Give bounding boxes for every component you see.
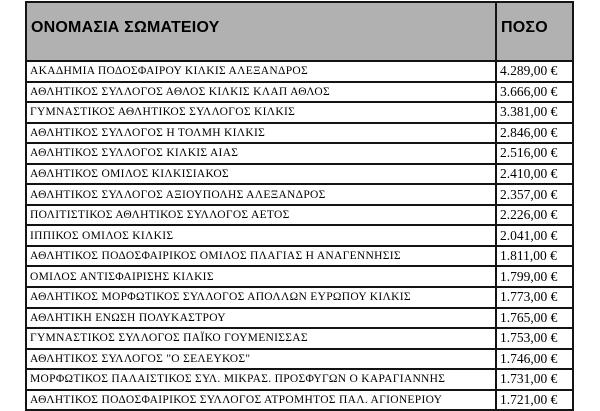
table-row <box>27 288 572 309</box>
table-header-row <box>27 3 572 62</box>
column-header-amount: ΠΟΣΟ <box>501 18 548 36</box>
amount-cell: 2.410,00 € <box>500 166 558 181</box>
table-row <box>27 309 572 330</box>
association-name-cell: ΓΥΜΝΑΣΤΙΚΟΣ ΑΘΛΗΤΙΚΟΣ ΣΥΛΛΟΓΟΣ ΚΙΛΚΙΣ <box>27 103 497 122</box>
amount-cell: 1.753,00 € <box>500 330 558 346</box>
table-row <box>27 350 572 371</box>
amount-cell: 4.289,00 € <box>500 63 558 79</box>
table-body <box>27 62 572 411</box>
amount-cell: 1.746,00 € <box>500 350 558 366</box>
association-name-cell: ΠΟΛΙΤΙΣΤΙΚΟΣ ΑΘΛΗΤΙΚΟΣ ΣΥΛΛΟΓΟΣ ΑΕΤΟΣ <box>27 206 497 225</box>
table-row <box>27 144 572 165</box>
amount-cell: 2.041,00 € <box>500 227 558 243</box>
association-name-cell: ΓΥΜΝΑΣΤΙΚΟΣ ΣΥΛΛΟΓΟΣ ΠΑΪΚΟ ΓΟΥΜΕΝΙΣΣΑΣ <box>27 329 497 348</box>
association-name-cell: ΑΘΛΗΤΙΚΗ ΕΝΩΣΗ ΠΟΛΥΚΑΣΤΡΟΥ <box>27 309 497 328</box>
amount-cell: 2.846,00 € <box>500 124 558 140</box>
association-name-cell: ΑΘΛΗΤΙΚΟΣ ΣΥΛΛΟΓΟΣ ΚΙΛΚΙΣ ΑΙΑΣ <box>27 144 497 163</box>
table-row <box>27 185 572 206</box>
associations-amounts-table <box>25 1 574 411</box>
amount-cell: 1.731,00 € <box>500 371 558 387</box>
amount-cell: 1.765,00 € <box>500 309 558 325</box>
association-name-cell: ΑΘΛΗΤΙΚΟΣ ΣΥΛΛΟΓΟΣ ΑΞΙΟΥΠΟΛΗΣ ΑΛΕΞΑΝΔΡΟΣ <box>27 185 497 204</box>
association-name-cell: ΟΜΙΛΟΣ ΑΝΤΙΣΦΑΙΡΙΣΗΣ ΚΙΛΚΙΣ <box>27 267 497 286</box>
amount-cell: 1.811,00 € <box>500 248 557 264</box>
association-name-cell: ΑΘΛΗΤΙΚΟΣ ΜΟΡΦΩΤΙΚΟΣ ΣΥΛΛΟΓΟΣ ΑΠΟΛΛΩΝ ΕΥΡΩΠΟΥ ΚΙΛΚΙΣ <box>27 288 497 307</box>
amount-cell: 2.226,00 € <box>500 207 558 223</box>
table-row <box>27 165 572 186</box>
amount-cell: 1.799,00 € <box>500 268 558 284</box>
table-row <box>27 391 572 411</box>
table-row <box>27 62 572 83</box>
table-row <box>27 329 572 350</box>
amount-cell: 3.381,00 € <box>500 104 558 120</box>
amount-cell: 3.666,00 € <box>500 83 558 99</box>
association-name-cell: ΜΟΡΦΩΤΙΚΟΣ ΠΑΛΑΙΣΤΙΚΟΣ ΣΥΛ. ΜΙΚΡΑΣ. ΠΡΟΣΦΥΓΩΝ Ο ΚΑΡΑΓΙΑΝΝΗΣ <box>27 370 497 389</box>
association-name-cell: ΙΠΠΙΚΟΣ ΟΜΙΛΟΣ ΚΙΛΚΙΣ <box>27 226 497 245</box>
table-row <box>27 370 572 391</box>
table-row <box>27 103 572 124</box>
table-row <box>27 83 572 104</box>
column-header-association-name: ΟΝΟΜΑΣΙΑ ΣΩΜΑΤΕΙΟΥ <box>27 3 497 60</box>
amount-cell: 1.773,00 € <box>500 289 558 305</box>
table-row <box>27 124 572 145</box>
association-name-cell: ΑΘΛΗΤΙΚΟΣ ΟΜΙΛΟΣ ΚΙΛΚΙΣΙΑΚΟΣ <box>27 165 497 184</box>
association-name-cell: ΑΘΛΗΤΙΚΟΣ ΠΟΔΟΣΦΑΙΡΙΚΟΣ ΣΥΛΛΟΓΟΣ ΑΤΡΟΜΗΤΟΣ ΠΑΛ. ΑΓΙΟΝΕΡΙΟΥ <box>27 391 497 410</box>
association-name-cell: ΑΘΛΗΤΙΚΟΣ ΣΥΛΛΟΓΟΣ ΑΘΛΟΣ ΚΙΛΚΙΣ ΚΛΑΠ ΑΘΛΟΣ <box>27 83 497 102</box>
association-name-cell: ΑΘΛΗΤΙΚΟΣ ΣΥΛΛΟΓΟΣ Η ΤΟΛΜΗ ΚΙΛΚΙΣ <box>27 124 497 143</box>
amount-cell: 2.516,00 € <box>500 145 558 161</box>
amount-cell: 2.357,00 € <box>500 186 558 202</box>
table-row <box>27 206 572 227</box>
table-row <box>27 226 572 247</box>
association-name-cell: ΑΘΛΗΤΙΚΟΣ ΠΟΔΟΣΦΑΙΡΙΚΟΣ ΟΜΙΛΟΣ ΠΛΑΓΙΑΣ Η ΑΝΑΓΕΝΝΗΣΙΣ <box>27 247 497 266</box>
amount-cell: 1.721,00 € <box>500 392 558 408</box>
association-name-cell: ΑΚΑΔΗΜΙΑ ΠΟΔΟΣΦΑΙΡΟΥ ΚΙΛΚΙΣ ΑΛΕΞΑΝΔΡΟΣ <box>27 62 497 81</box>
association-name-cell: ΑΘΛΗΤΙΚΟΣ ΣΥΛΛΟΓΟΣ "Ο ΣΕΛΕΥΚΟΣ" <box>27 350 497 369</box>
table-row <box>27 267 572 288</box>
table-row <box>27 247 572 268</box>
